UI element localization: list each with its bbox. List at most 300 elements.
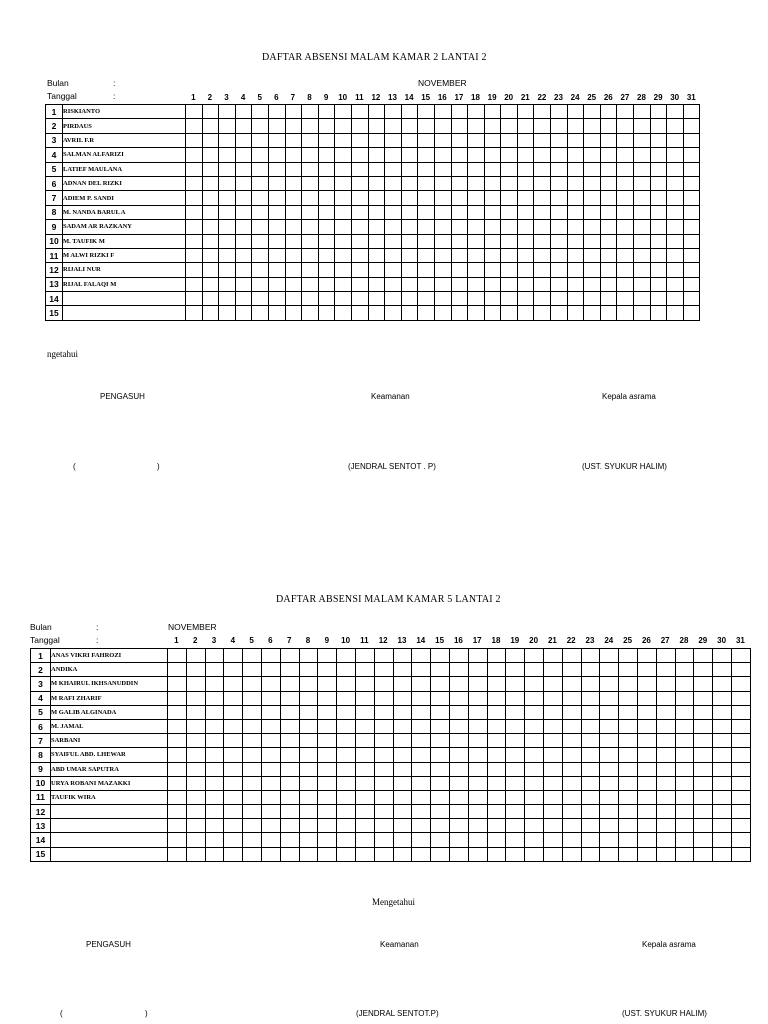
attendance-cell[interactable] — [235, 176, 252, 190]
attendance-cell[interactable] — [252, 148, 269, 162]
attendance-cell[interactable] — [683, 234, 700, 248]
attendance-cell[interactable] — [374, 677, 393, 691]
attendance-cell[interactable] — [468, 191, 485, 205]
attendance-cell[interactable] — [525, 833, 544, 847]
attendance-cell[interactable] — [186, 234, 203, 248]
attendance-cell[interactable] — [224, 649, 243, 663]
attendance-cell[interactable] — [385, 148, 402, 162]
attendance-cell[interactable] — [617, 176, 634, 190]
attendance-cell[interactable] — [449, 790, 468, 804]
attendance-cell[interactable] — [302, 105, 319, 119]
attendance-cell[interactable] — [235, 292, 252, 306]
attendance-cell[interactable] — [434, 234, 451, 248]
attendance-cell[interactable] — [186, 191, 203, 205]
attendance-cell[interactable] — [351, 176, 368, 190]
attendance-cell[interactable] — [205, 677, 224, 691]
attendance-cell[interactable] — [431, 776, 450, 790]
attendance-cell[interactable] — [318, 306, 335, 320]
attendance-cell[interactable] — [219, 248, 236, 262]
attendance-cell[interactable] — [506, 833, 525, 847]
attendance-cell[interactable] — [299, 663, 318, 677]
attendance-cell[interactable] — [713, 833, 732, 847]
attendance-cell[interactable] — [543, 748, 562, 762]
attendance-cell[interactable] — [285, 119, 302, 133]
attendance-cell[interactable] — [637, 748, 656, 762]
attendance-cell[interactable] — [434, 176, 451, 190]
attendance-cell[interactable] — [235, 248, 252, 262]
attendance-cell[interactable] — [368, 162, 385, 176]
attendance-cell[interactable] — [412, 847, 431, 861]
attendance-cell[interactable] — [567, 220, 584, 234]
attendance-cell[interactable] — [484, 205, 501, 219]
attendance-cell[interactable] — [619, 776, 638, 790]
attendance-cell[interactable] — [713, 734, 732, 748]
attendance-cell[interactable] — [584, 176, 601, 190]
attendance-cell[interactable] — [600, 663, 619, 677]
attendance-cell[interactable] — [534, 306, 551, 320]
attendance-cell[interactable] — [261, 748, 280, 762]
attendance-cell[interactable] — [268, 191, 285, 205]
attendance-cell[interactable] — [252, 248, 269, 262]
attendance-cell[interactable] — [434, 248, 451, 262]
attendance-cell[interactable] — [562, 847, 581, 861]
attendance-cell[interactable] — [168, 833, 187, 847]
attendance-cell[interactable] — [168, 762, 187, 776]
attendance-cell[interactable] — [506, 663, 525, 677]
attendance-cell[interactable] — [205, 776, 224, 790]
attendance-cell[interactable] — [731, 819, 750, 833]
attendance-cell[interactable] — [302, 162, 319, 176]
attendance-cell[interactable] — [431, 819, 450, 833]
attendance-cell[interactable] — [656, 719, 675, 733]
attendance-cell[interactable] — [619, 819, 638, 833]
attendance-cell[interactable] — [374, 805, 393, 819]
attendance-cell[interactable] — [517, 263, 534, 277]
attendance-cell[interactable] — [368, 176, 385, 190]
attendance-cell[interactable] — [731, 748, 750, 762]
attendance-cell[interactable] — [619, 805, 638, 819]
attendance-cell[interactable] — [713, 790, 732, 804]
attendance-cell[interactable] — [368, 306, 385, 320]
attendance-cell[interactable] — [318, 148, 335, 162]
attendance-cell[interactable] — [418, 248, 435, 262]
attendance-cell[interactable] — [525, 805, 544, 819]
attendance-cell[interactable] — [243, 833, 262, 847]
attendance-cell[interactable] — [202, 263, 219, 277]
attendance-cell[interactable] — [268, 162, 285, 176]
attendance-cell[interactable] — [667, 306, 684, 320]
attendance-cell[interactable] — [318, 719, 337, 733]
attendance-cell[interactable] — [224, 819, 243, 833]
attendance-cell[interactable] — [543, 819, 562, 833]
attendance-cell[interactable] — [418, 205, 435, 219]
attendance-cell[interactable] — [337, 748, 356, 762]
attendance-cell[interactable] — [534, 162, 551, 176]
attendance-cell[interactable] — [280, 833, 299, 847]
attendance-cell[interactable] — [562, 748, 581, 762]
attendance-cell[interactable] — [600, 176, 617, 190]
attendance-cell[interactable] — [675, 847, 694, 861]
attendance-cell[interactable] — [551, 162, 568, 176]
attendance-cell[interactable] — [484, 133, 501, 147]
attendance-cell[interactable] — [694, 677, 713, 691]
attendance-cell[interactable] — [252, 277, 269, 291]
attendance-cell[interactable] — [318, 677, 337, 691]
attendance-cell[interactable] — [335, 263, 352, 277]
attendance-cell[interactable] — [261, 691, 280, 705]
attendance-cell[interactable] — [224, 734, 243, 748]
attendance-cell[interactable] — [449, 705, 468, 719]
attendance-cell[interactable] — [202, 234, 219, 248]
attendance-cell[interactable] — [318, 133, 335, 147]
attendance-cell[interactable] — [412, 734, 431, 748]
attendance-cell[interactable] — [731, 790, 750, 804]
attendance-cell[interactable] — [168, 663, 187, 677]
attendance-cell[interactable] — [650, 248, 667, 262]
attendance-cell[interactable] — [355, 748, 374, 762]
attendance-cell[interactable] — [318, 776, 337, 790]
attendance-cell[interactable] — [584, 306, 601, 320]
attendance-cell[interactable] — [302, 292, 319, 306]
attendance-cell[interactable] — [468, 663, 487, 677]
attendance-cell[interactable] — [534, 105, 551, 119]
attendance-cell[interactable] — [600, 306, 617, 320]
attendance-cell[interactable] — [584, 105, 601, 119]
attendance-cell[interactable] — [186, 790, 205, 804]
attendance-cell[interactable] — [318, 833, 337, 847]
attendance-cell[interactable] — [667, 277, 684, 291]
attendance-cell[interactable] — [224, 748, 243, 762]
attendance-cell[interactable] — [168, 847, 187, 861]
attendance-cell[interactable] — [401, 263, 418, 277]
attendance-cell[interactable] — [393, 833, 412, 847]
attendance-cell[interactable] — [617, 133, 634, 147]
attendance-cell[interactable] — [355, 790, 374, 804]
attendance-cell[interactable] — [451, 176, 468, 190]
attendance-cell[interactable] — [335, 234, 352, 248]
attendance-cell[interactable] — [186, 277, 203, 291]
attendance-cell[interactable] — [675, 734, 694, 748]
attendance-cell[interactable] — [656, 833, 675, 847]
attendance-cell[interactable] — [318, 277, 335, 291]
attendance-cell[interactable] — [299, 762, 318, 776]
attendance-cell[interactable] — [243, 790, 262, 804]
attendance-cell[interactable] — [337, 847, 356, 861]
attendance-cell[interactable] — [562, 719, 581, 733]
attendance-cell[interactable] — [285, 234, 302, 248]
attendance-cell[interactable] — [517, 176, 534, 190]
attendance-cell[interactable] — [656, 734, 675, 748]
attendance-cell[interactable] — [355, 762, 374, 776]
attendance-cell[interactable] — [484, 277, 501, 291]
attendance-cell[interactable] — [584, 220, 601, 234]
attendance-cell[interactable] — [562, 762, 581, 776]
attendance-cell[interactable] — [551, 133, 568, 147]
attendance-cell[interactable] — [449, 819, 468, 833]
attendance-cell[interactable] — [600, 691, 619, 705]
attendance-cell[interactable] — [581, 776, 600, 790]
attendance-cell[interactable] — [205, 762, 224, 776]
attendance-cell[interactable] — [335, 191, 352, 205]
attendance-cell[interactable] — [567, 234, 584, 248]
attendance-cell[interactable] — [600, 220, 617, 234]
attendance-cell[interactable] — [401, 162, 418, 176]
attendance-cell[interactable] — [351, 220, 368, 234]
attendance-cell[interactable] — [202, 220, 219, 234]
attendance-cell[interactable] — [186, 762, 205, 776]
attendance-cell[interactable] — [355, 819, 374, 833]
attendance-cell[interactable] — [634, 205, 651, 219]
attendance-cell[interactable] — [581, 805, 600, 819]
attendance-cell[interactable] — [584, 263, 601, 277]
attendance-cell[interactable] — [186, 649, 205, 663]
attendance-cell[interactable] — [335, 292, 352, 306]
attendance-cell[interactable] — [543, 677, 562, 691]
attendance-cell[interactable] — [584, 191, 601, 205]
attendance-cell[interactable] — [261, 819, 280, 833]
attendance-cell[interactable] — [224, 663, 243, 677]
attendance-cell[interactable] — [675, 819, 694, 833]
attendance-cell[interactable] — [551, 205, 568, 219]
attendance-cell[interactable] — [451, 119, 468, 133]
attendance-cell[interactable] — [525, 847, 544, 861]
attendance-cell[interactable] — [517, 205, 534, 219]
attendance-cell[interactable] — [543, 734, 562, 748]
attendance-cell[interactable] — [667, 191, 684, 205]
attendance-cell[interactable] — [600, 191, 617, 205]
attendance-cell[interactable] — [468, 691, 487, 705]
attendance-cell[interactable] — [412, 719, 431, 733]
attendance-cell[interactable] — [431, 691, 450, 705]
attendance-cell[interactable] — [401, 306, 418, 320]
attendance-cell[interactable] — [675, 691, 694, 705]
attendance-cell[interactable] — [335, 220, 352, 234]
attendance-cell[interactable] — [551, 191, 568, 205]
attendance-cell[interactable] — [600, 748, 619, 762]
attendance-cell[interactable] — [619, 847, 638, 861]
attendance-cell[interactable] — [252, 292, 269, 306]
attendance-cell[interactable] — [683, 148, 700, 162]
attendance-cell[interactable] — [634, 105, 651, 119]
attendance-cell[interactable] — [252, 162, 269, 176]
attendance-cell[interactable] — [337, 705, 356, 719]
attendance-cell[interactable] — [224, 762, 243, 776]
attendance-cell[interactable] — [534, 148, 551, 162]
attendance-cell[interactable] — [302, 234, 319, 248]
attendance-cell[interactable] — [186, 292, 203, 306]
attendance-cell[interactable] — [186, 847, 205, 861]
attendance-cell[interactable] — [619, 762, 638, 776]
attendance-cell[interactable] — [600, 649, 619, 663]
attendance-cell[interactable] — [355, 833, 374, 847]
attendance-cell[interactable] — [562, 705, 581, 719]
attendance-cell[interactable] — [451, 191, 468, 205]
attendance-cell[interactable] — [731, 762, 750, 776]
attendance-cell[interactable] — [418, 133, 435, 147]
attendance-cell[interactable] — [186, 306, 203, 320]
attendance-cell[interactable] — [186, 248, 203, 262]
attendance-cell[interactable] — [675, 833, 694, 847]
attendance-cell[interactable] — [731, 677, 750, 691]
attendance-cell[interactable] — [351, 119, 368, 133]
attendance-cell[interactable] — [351, 292, 368, 306]
attendance-cell[interactable] — [261, 805, 280, 819]
attendance-cell[interactable] — [567, 148, 584, 162]
attendance-cell[interactable] — [299, 790, 318, 804]
attendance-cell[interactable] — [337, 805, 356, 819]
attendance-cell[interactable] — [534, 119, 551, 133]
attendance-cell[interactable] — [243, 748, 262, 762]
attendance-cell[interactable] — [202, 306, 219, 320]
attendance-cell[interactable] — [449, 833, 468, 847]
attendance-cell[interactable] — [584, 234, 601, 248]
attendance-cell[interactable] — [368, 248, 385, 262]
attendance-cell[interactable] — [694, 663, 713, 677]
attendance-cell[interactable] — [412, 705, 431, 719]
attendance-cell[interactable] — [637, 762, 656, 776]
attendance-cell[interactable] — [302, 176, 319, 190]
attendance-cell[interactable] — [581, 833, 600, 847]
attendance-cell[interactable] — [318, 805, 337, 819]
attendance-cell[interactable] — [656, 762, 675, 776]
attendance-cell[interactable] — [318, 762, 337, 776]
attendance-cell[interactable] — [280, 805, 299, 819]
attendance-cell[interactable] — [451, 306, 468, 320]
attendance-cell[interactable] — [562, 677, 581, 691]
attendance-cell[interactable] — [235, 191, 252, 205]
attendance-cell[interactable] — [318, 691, 337, 705]
attendance-cell[interactable] — [243, 719, 262, 733]
attendance-cell[interactable] — [186, 719, 205, 733]
attendance-cell[interactable] — [219, 148, 236, 162]
attendance-cell[interactable] — [506, 847, 525, 861]
attendance-cell[interactable] — [675, 762, 694, 776]
attendance-cell[interactable] — [434, 105, 451, 119]
attendance-cell[interactable] — [337, 776, 356, 790]
attendance-cell[interactable] — [318, 292, 335, 306]
attendance-cell[interactable] — [675, 805, 694, 819]
attendance-cell[interactable] — [675, 705, 694, 719]
attendance-cell[interactable] — [683, 248, 700, 262]
attendance-cell[interactable] — [468, 162, 485, 176]
attendance-cell[interactable] — [600, 292, 617, 306]
attendance-cell[interactable] — [713, 691, 732, 705]
attendance-cell[interactable] — [551, 105, 568, 119]
attendance-cell[interactable] — [205, 805, 224, 819]
attendance-cell[interactable] — [501, 248, 518, 262]
attendance-cell[interactable] — [525, 663, 544, 677]
attendance-cell[interactable] — [543, 719, 562, 733]
attendance-cell[interactable] — [506, 748, 525, 762]
attendance-cell[interactable] — [280, 719, 299, 733]
attendance-cell[interactable] — [393, 762, 412, 776]
attendance-cell[interactable] — [637, 790, 656, 804]
attendance-cell[interactable] — [600, 819, 619, 833]
attendance-cell[interactable] — [634, 148, 651, 162]
attendance-cell[interactable] — [567, 105, 584, 119]
attendance-cell[interactable] — [219, 162, 236, 176]
attendance-cell[interactable] — [285, 292, 302, 306]
attendance-cell[interactable] — [285, 176, 302, 190]
attendance-cell[interactable] — [355, 705, 374, 719]
attendance-cell[interactable] — [299, 819, 318, 833]
attendance-cell[interactable] — [385, 176, 402, 190]
attendance-cell[interactable] — [600, 790, 619, 804]
attendance-cell[interactable] — [202, 105, 219, 119]
attendance-cell[interactable] — [619, 705, 638, 719]
attendance-cell[interactable] — [484, 105, 501, 119]
attendance-cell[interactable] — [351, 263, 368, 277]
attendance-cell[interactable] — [525, 734, 544, 748]
attendance-cell[interactable] — [318, 220, 335, 234]
attendance-cell[interactable] — [205, 819, 224, 833]
attendance-cell[interactable] — [351, 306, 368, 320]
attendance-cell[interactable] — [517, 119, 534, 133]
attendance-cell[interactable] — [235, 234, 252, 248]
attendance-cell[interactable] — [468, 133, 485, 147]
attendance-cell[interactable] — [393, 847, 412, 861]
attendance-cell[interactable] — [318, 847, 337, 861]
attendance-cell[interactable] — [219, 306, 236, 320]
attendance-cell[interactable] — [731, 833, 750, 847]
attendance-cell[interactable] — [168, 719, 187, 733]
attendance-cell[interactable] — [299, 649, 318, 663]
attendance-cell[interactable] — [219, 176, 236, 190]
attendance-cell[interactable] — [368, 105, 385, 119]
attendance-cell[interactable] — [186, 220, 203, 234]
attendance-cell[interactable] — [401, 191, 418, 205]
attendance-cell[interactable] — [202, 205, 219, 219]
attendance-cell[interactable] — [219, 263, 236, 277]
attendance-cell[interactable] — [335, 205, 352, 219]
attendance-cell[interactable] — [280, 691, 299, 705]
attendance-cell[interactable] — [374, 663, 393, 677]
attendance-cell[interactable] — [261, 649, 280, 663]
attendance-cell[interactable] — [501, 205, 518, 219]
attendance-cell[interactable] — [713, 705, 732, 719]
attendance-cell[interactable] — [299, 691, 318, 705]
attendance-cell[interactable] — [337, 790, 356, 804]
attendance-cell[interactable] — [219, 119, 236, 133]
attendance-cell[interactable] — [393, 691, 412, 705]
attendance-cell[interactable] — [487, 705, 506, 719]
attendance-cell[interactable] — [487, 776, 506, 790]
attendance-cell[interactable] — [385, 119, 402, 133]
attendance-cell[interactable] — [617, 148, 634, 162]
attendance-cell[interactable] — [584, 205, 601, 219]
attendance-cell[interactable] — [567, 263, 584, 277]
attendance-cell[interactable] — [418, 162, 435, 176]
attendance-cell[interactable] — [186, 133, 203, 147]
attendance-cell[interactable] — [335, 105, 352, 119]
attendance-cell[interactable] — [449, 805, 468, 819]
attendance-cell[interactable] — [351, 105, 368, 119]
attendance-cell[interactable] — [581, 649, 600, 663]
attendance-cell[interactable] — [567, 133, 584, 147]
attendance-cell[interactable] — [600, 205, 617, 219]
attendance-cell[interactable] — [235, 105, 252, 119]
attendance-cell[interactable] — [713, 649, 732, 663]
attendance-cell[interactable] — [650, 205, 667, 219]
attendance-cell[interactable] — [600, 263, 617, 277]
attendance-cell[interactable] — [506, 805, 525, 819]
attendance-cell[interactable] — [584, 162, 601, 176]
attendance-cell[interactable] — [468, 277, 485, 291]
attendance-cell[interactable] — [374, 776, 393, 790]
attendance-cell[interactable] — [335, 176, 352, 190]
attendance-cell[interactable] — [224, 705, 243, 719]
attendance-cell[interactable] — [412, 762, 431, 776]
